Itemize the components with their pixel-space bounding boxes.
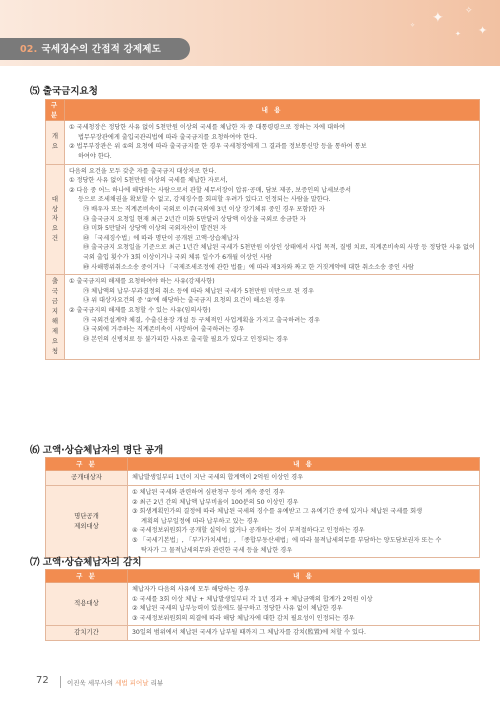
row-label: 개 요 <box>46 121 65 164</box>
chapter-title <box>20 41 161 55</box>
chapter-number: 02. <box>20 44 38 55</box>
table-row <box>46 626 480 641</box>
content-line: ⑤ 「국세기본법」, 「부가가치세법」, 「종합부동산세법」에 따라 물적납세의무를 부담하는 양도담보권자 또는 수 <box>132 536 442 544</box>
column-header-category: 구 분 <box>46 570 128 583</box>
content-line: ③ 회생계획인가의 결정에 따라 체납된 국세의 징수를 유예받고 그 유예기간 중에 있거나 체납된 국세를 회생 <box>132 508 423 516</box>
row-label: 공개대상자 <box>46 471 128 486</box>
detention-table <box>45 569 480 641</box>
table-row <box>46 485 480 557</box>
content-line: ② 다음 중 어느 하나에 해당하는 사람으로서 관할 세무서장이 압류·공매, 담보 제공, 보증인의 납세보증서 <box>68 186 352 194</box>
content-line: ② 법무부장관은 위 ①의 요청에 따라 출국금지를 한 경우 국세청장에게 그 결과를 정보통신망 등을 통하여 통보 <box>68 143 367 151</box>
departure-ban-table <box>45 99 480 360</box>
table-header-row <box>46 570 480 583</box>
content-line: ㉳ 사해행위취소소송 중이거나 「국제조세조정에 관한 법률」에 따라 제3자와 짜고 한 거짓계약에 대한 취소소송 중인 사람 <box>82 263 414 271</box>
content-line: ② 최근 2년 간의 체납액 납부비율이 100분의 50 이상인 경우 <box>132 498 299 506</box>
row-content <box>64 121 479 164</box>
list-disclosure-table <box>45 457 480 558</box>
content-line: 탁자가 그 물적납세의무와 관련한 국세 등을 체납한 경우 <box>141 546 293 554</box>
column-header-category: 구 분 <box>46 458 128 471</box>
column-header-category: 구 분 <box>46 100 65 121</box>
content-line: ㉰ 미화 5만달러 상당액 이상의 국외자산이 발견된 자 <box>82 225 227 233</box>
table-header-row <box>46 458 480 471</box>
content-line: 30일의 범위에서 체납된 국세가 납부될 때까지 그 체납자를 감치(監置)에 처할 수 있다. <box>132 629 366 637</box>
section-title-departure-ban: ⑸ 출국금지요청 <box>30 86 98 97</box>
column-header-content: 내 용 <box>64 100 479 121</box>
footer-divider <box>60 676 61 688</box>
footer-book-accent: 세법 피어날 <box>115 679 149 687</box>
page-number: 72 <box>36 675 49 686</box>
row-content <box>128 471 480 486</box>
content-line: ㉲ 출국금지 요청일을 기준으로 최근 1년간 체납된 국세가 5천만원 이상인 상태에서 사업 목적, 질병 치료, 직계존비속의 사망 등 정당한 사유 없이 <box>82 244 475 252</box>
content-line: ㉱ 「국세징수법」에 따라 명단이 공개된 고액·상습체납자 <box>82 234 239 242</box>
content-line: ① 정당한 사유 없이 5천만원 이상의 국세를 체납한 자로서, <box>68 177 228 185</box>
column-header-content: 내 용 <box>128 458 480 471</box>
table-row <box>46 164 480 275</box>
content-line: ① 국세를 3회 이상 체납 + 체납발생일부터 각 1년 경과 + 체납금액의 합계가 2억원 이상 <box>132 595 373 603</box>
content-line: ㉰ 본인의 신병치료 등 불가피한 사유로 출국할 필요가 있다고 인정되는 경우 <box>82 335 289 343</box>
content-line: ③ 국세정보위원회의 의결에 따라 해당 체납자에 대한 감치 필요성이 인정되는 경우 <box>132 614 355 622</box>
row-content <box>64 275 479 359</box>
content-line: ㉮ 국외건설계약 체결, 수출신용장 개설 등 구체적인 사업계획을 가지고 출국하려는 경우 <box>82 316 320 324</box>
footer-book-suffix: 리뷰 <box>148 679 164 687</box>
content-line: ① 국세청장은 정당한 사유 없이 5천만원 이상의 국세를 체납한 자 중 대통령령으로 정하는 자에 대하여 <box>68 124 346 132</box>
sparkle-icon: ✧ <box>410 22 416 29</box>
table-row <box>46 121 480 164</box>
content-line: 등으로 조세채권을 확보할 수 없고, 강제징수를 회피할 우려가 있다고 인정되는 사람을 말한다. <box>77 196 331 204</box>
table-header-row <box>46 100 480 121</box>
content-line: 체납발생일부터 1년이 지난 국세의 합계액이 2억원 이상인 경우 <box>132 474 304 481</box>
section-title-list-disclosure: ⑹ 고액·상습체납자의 명단 공개 <box>30 445 164 456</box>
content-line: 국외 출입 횟수가 3회 이상이거나 국외 체류 일수가 6개월 이상인 사람 <box>82 254 272 262</box>
content-line: ㉯ 출국금지 요청일 현재 최근 2년간 미화 5만달러 상당액 이상을 국외로 송금한 자 <box>82 215 306 223</box>
content-line: ㉮ 배우자 또는 직계존비속이 국외로 이주(국외에 3년 이상 장기체류 중인 경우 포함)한 자 <box>82 206 325 213</box>
content-line: ㉯ 위 대상자요건의 중 '②'에 해당하는 출국금지 요청의 요건이 해소된 경우 <box>82 297 286 305</box>
content-line: 하여야 한다. <box>77 152 112 160</box>
row-content <box>128 485 480 557</box>
content-line: 체납자가 다음의 사유에 모두 해당하는 경우 <box>132 586 250 593</box>
footer-book-prefix: 이진욱 세무사의 <box>67 679 116 687</box>
row-label: 대상자 요건 <box>46 164 65 275</box>
row-label: 명단공개 제외대상 <box>46 485 128 557</box>
sparkle-icon: ✦ <box>455 30 461 38</box>
sparkle-icon: ✦ <box>478 24 488 37</box>
content-line: 다음의 요건을 모두 갖춘 자를 출국금지 대상자로 한다. <box>68 167 217 175</box>
content-line: ① 체납된 국세와 관련하여 심판청구 등이 계속 중인 경우 <box>132 488 285 496</box>
column-header-content: 내 용 <box>128 570 480 583</box>
table-row <box>46 275 480 359</box>
content-line: 법무부장관에게 출입국관리법에 따라 출국금지를 요청하여야 한다. <box>77 133 258 141</box>
content-line: 계획의 납부일정에 따라 납부하고 있는 경우 <box>141 517 259 525</box>
content-line: ① 출국금지의 해제를 요청하여야 하는 사유(강제사항) <box>68 278 215 286</box>
row-content <box>128 626 480 641</box>
content-line: ② 출국금지의 해제를 요청할 수 있는 사유(임의사항) <box>68 307 211 315</box>
chapter-title-text: 국세징수의 간접적 강제제도 <box>41 44 161 55</box>
content-line: ㉮ 체납액의 납부·부과결정의 취소 등에 따라 체납된 국세가 5천만원 미만으로 된 경우 <box>82 287 314 295</box>
row-content <box>64 164 479 275</box>
sparkle-icon: ✧ <box>465 6 473 16</box>
sparkle-icon: ✦ <box>432 10 444 26</box>
content-line: ② 체납된 국세의 납부능력이 있음에도 불구하고 정당한 사유 없이 체납한 경우 <box>132 605 343 613</box>
table-row <box>46 583 480 626</box>
content-line: ㉯ 국외에 거주하는 직계존비속이 사망하여 출국하려는 경우 <box>82 326 245 334</box>
footer-book-title <box>67 678 163 687</box>
row-label: 적용대상 <box>46 583 128 626</box>
row-content <box>128 583 480 626</box>
content-line: ④ 국세정보위원회가 공개할 실익이 없거나 공개하는 것이 부적절하다고 인정하는 경우 <box>132 527 365 535</box>
row-label: 출국금지 해제요청 <box>46 275 65 359</box>
row-label: 감치기간 <box>46 626 128 641</box>
section-title-detention: ⑺ 고액·상습체납자의 감치 <box>30 557 142 568</box>
table-row <box>46 471 480 486</box>
